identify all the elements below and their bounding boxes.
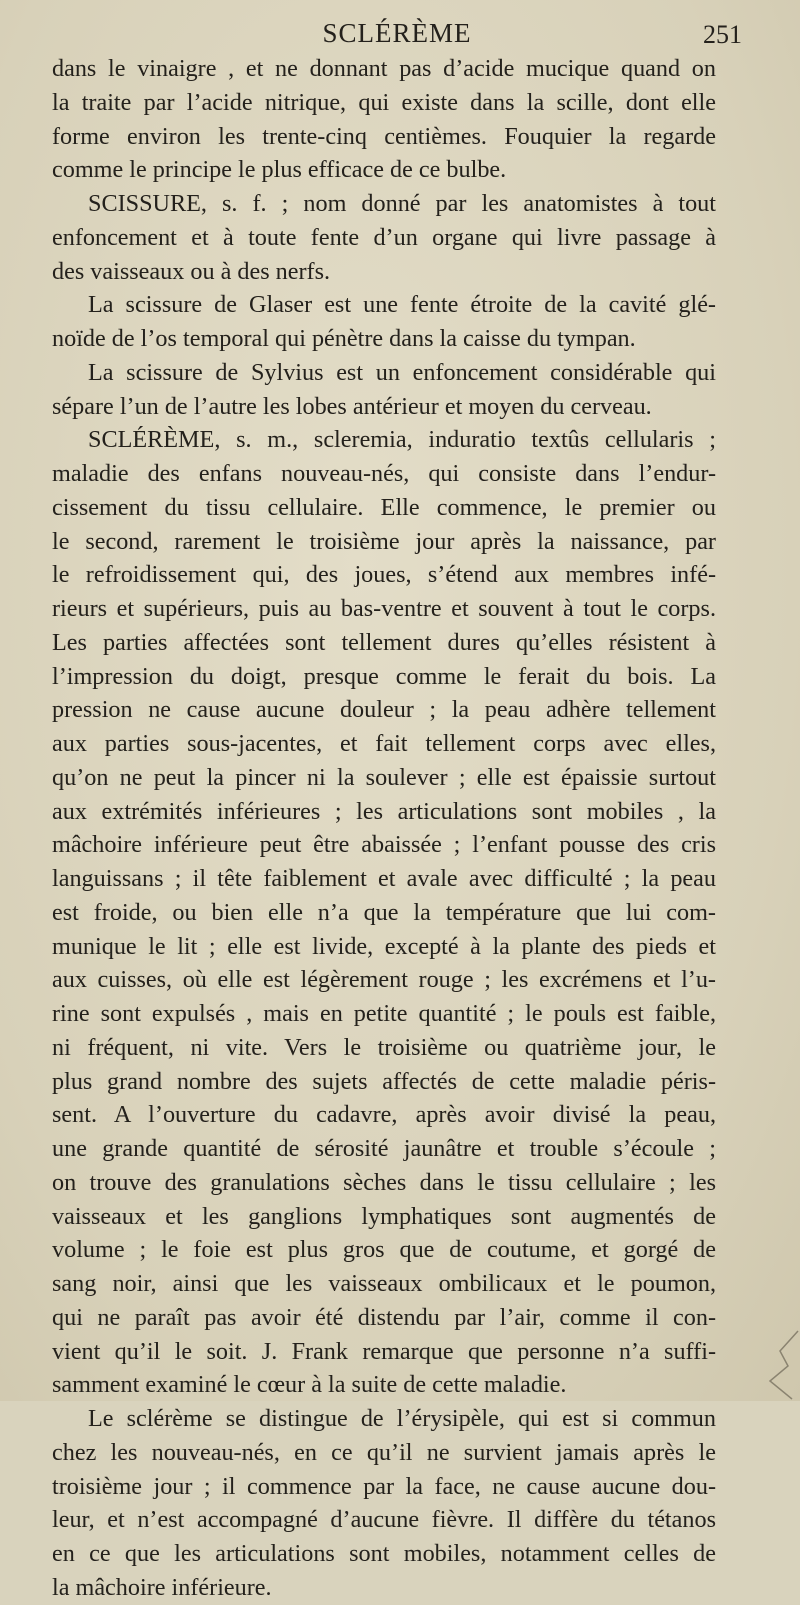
text-line: languissans ; il tête faiblement et avale avec difficulté ; la peau — [52, 865, 716, 892]
text-line: sent. A l’ouverture du cadavre, après avoir divisé la peau, — [52, 1101, 716, 1129]
torn-corner-mark — [740, 1321, 800, 1401]
text-line: noïde de l’os temporal qui pénètre dans la caisse du tympan. — [52, 325, 636, 352]
text-line: aux cuisses, où elle est légèrement rouge ; les excrémens et l’u- — [52, 966, 716, 994]
text-line: aux parties sous-jacentes, et fait tellement corps avec elles, — [52, 730, 716, 757]
text-line: rine sont expulsés , mais en petite quantité ; le pouls est faible, — [52, 1000, 716, 1027]
text-line: chez les nouveau-nés, en ce qu’il ne survient jamais après le — [52, 1438, 716, 1466]
text-line: La scissure de Sylvius est un enfoncement considérable qui — [88, 358, 716, 386]
text-line: vaisseaux et les ganglions lymphatiques sont augmentés de — [52, 1202, 716, 1230]
body-text — [52, 52, 716, 1605]
page-number: 251 — [703, 20, 742, 49]
text-line: pression ne cause aucune douleur ; la peau adhère tellement — [52, 696, 716, 724]
text-line: est froide, ou bien elle n’a que la température que lui com- — [52, 898, 716, 926]
text-line: la mâchoire inférieure. — [52, 1573, 272, 1601]
text-line: rieurs et supérieurs, puis au bas-ventre et souvent à tout le corps. — [52, 595, 716, 622]
text-line: vient qu’il le soit. J. Frank remarque que personne n’a suffi- — [52, 1337, 716, 1365]
text-line: des vaisseaux ou à des nerfs. — [52, 257, 331, 285]
text-line: qu’on ne peut la pincer ni la soulever ; elle est épaissie surtout — [52, 763, 716, 791]
text-line: SCLÉRÈME, s. m., scleremia, induratio textûs cellularis ; — [88, 426, 716, 454]
text-line: Le sclérème se distingue de l’érysipèle, qui est si commun — [88, 1405, 716, 1432]
text-line: forme environ les trente-cinq centièmes. Fouquier la regarde — [52, 122, 716, 150]
text-line: qui ne paraît pas avoir été distendu par l’air, comme il con- — [52, 1303, 716, 1331]
text-line: le refroidissement qui, des joues, s’étend aux membres infé- — [52, 561, 716, 589]
text-line: mâchoire inférieure peut être abaissée ; l’enfant pousse des cris — [52, 831, 716, 859]
text-line: ni fréquent, ni vite. Vers le troisième ou quatrième jour, le — [52, 1033, 716, 1061]
text-line: l’impression du doigt, presque comme le ferait du bois. La — [52, 662, 716, 690]
running-title: SCLÉRÈME — [322, 18, 472, 48]
text-line: SCISSURE, s. f. ; nom donné par les anatomistes à tout — [88, 190, 716, 217]
text-line: enfoncement et à toute fente d’un organe qui livre passage à — [52, 223, 716, 251]
text-line: troisième jour ; il commence par la face, ne cause aucune dou- — [52, 1472, 716, 1500]
text-line: La scissure de Glaser est une fente étroite de la cavité glé- — [88, 291, 716, 319]
text-line: comme le principe le plus efficace de ce bulbe. — [52, 156, 507, 184]
text-line: dans le vinaigre , et ne donnant pas d’acide mucique quand on — [52, 55, 716, 82]
text-line: le second, rarement le troisième jour après la naissance, par — [52, 527, 716, 555]
text-line: une grande quantité de sérosité jaunâtre et trouble s’écoule ; — [52, 1135, 716, 1162]
text-line: maladie des enfans nouveau-nés, qui consiste dans l’endur- — [52, 460, 716, 487]
text-line: sépare l’un de l’autre les lobes antérieur et moyen du cerveau. — [52, 392, 652, 420]
text-line: la traite par l’acide nitrique, qui existe dans la scille, dont elle — [52, 88, 716, 116]
text-line: leur, et n’est accompagné d’aucune fièvre. Il diffère du tétanos — [52, 1506, 716, 1534]
text-line: sang noir, ainsi que les vaisseaux ombilicaux et le poumon, — [52, 1270, 716, 1297]
text-line: on trouve des granulations sèches dans le tissu cellulaire ; les — [52, 1168, 716, 1196]
text-line: samment examiné le cœur à la suite de cette maladie. — [52, 1371, 567, 1399]
running-head — [52, 18, 742, 54]
text-line: munique le lit ; elle est livide, excepté à la plante des pieds et — [52, 932, 716, 960]
text-line: volume ; le foie est plus gros que de coutume, et gorgé de — [52, 1236, 716, 1264]
text-line: cissement du tissu cellulaire. Elle commence, le premier ou — [52, 493, 716, 521]
text-line: Les parties affectées sont tellement dures qu’elles résistent à — [52, 628, 716, 656]
text-line: plus grand nombre des sujets affectés de cette maladie péris- — [52, 1067, 716, 1095]
text-line: en ce que les articulations sont mobiles, notamment celles de — [52, 1540, 716, 1567]
text-line: aux extrémités inférieures ; les articulations sont mobiles , la — [52, 797, 716, 825]
